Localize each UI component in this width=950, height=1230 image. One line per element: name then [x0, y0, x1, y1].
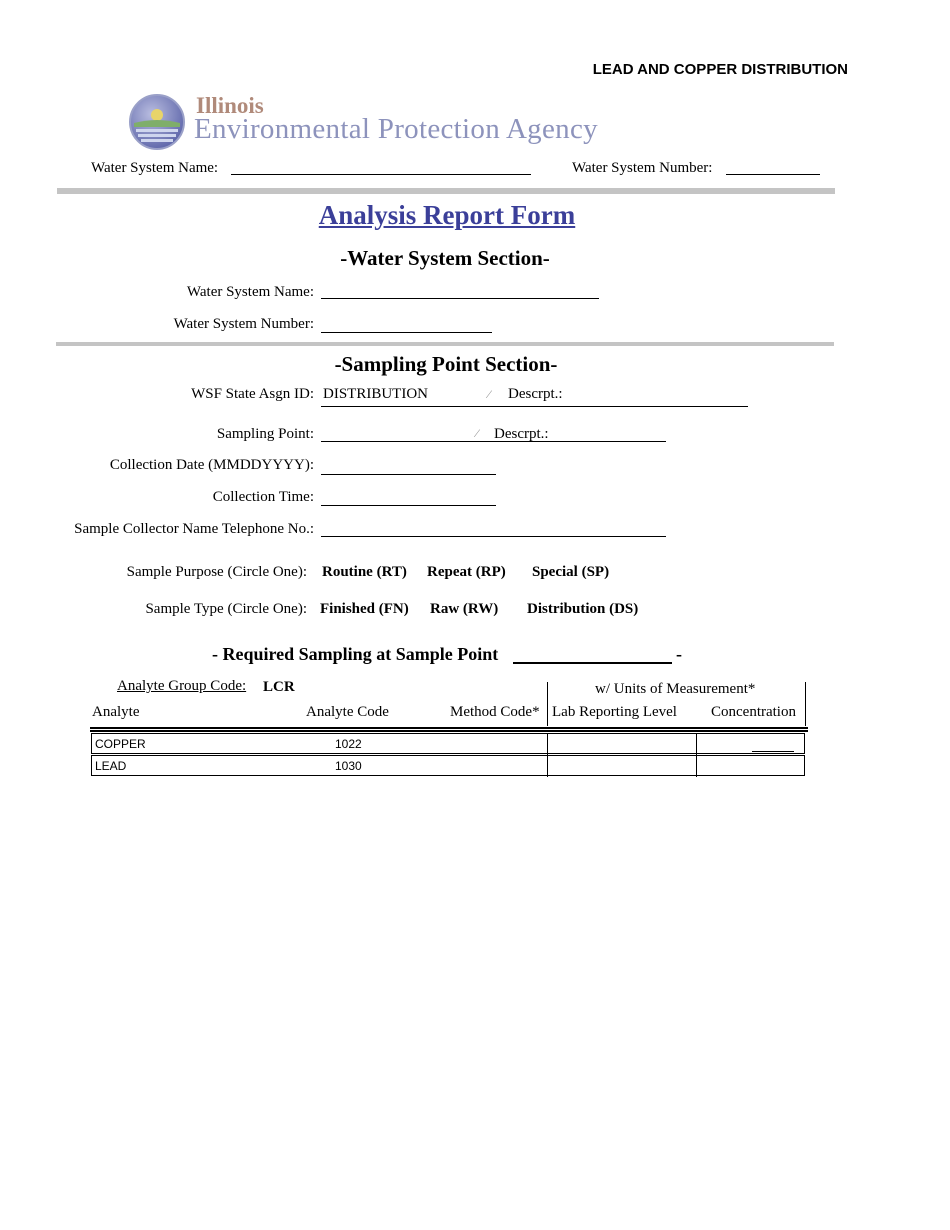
column-header-lab-reporting-level: Lab Reporting Level	[552, 704, 677, 720]
wsf-field-line[interactable]	[321, 406, 748, 407]
table-row	[91, 733, 805, 754]
required-sampling-heading: - Required Sampling at Sample Point	[212, 644, 499, 664]
water-system-name-field[interactable]	[321, 298, 599, 299]
water-system-section-heading: -Water System Section-	[340, 246, 550, 270]
sampling-point-section-heading: -Sampling Point Section-	[334, 352, 558, 376]
table-header-rule	[90, 727, 808, 732]
top-water-system-name-label: Water System Name:	[91, 160, 219, 176]
column-header-method-code: Method Code*	[450, 704, 540, 720]
sample-type-label: Sample Type (Circle One):	[145, 601, 307, 617]
page-title: Analysis Report Form	[318, 200, 576, 230]
header-divider-left	[547, 682, 548, 726]
units-note: w/ Units of Measurement*	[595, 681, 756, 697]
sampling-point-descrpt-label: Descrpt.:	[494, 426, 549, 442]
collector-field[interactable]	[321, 536, 666, 537]
agency-name: Environmental Protection Agency	[194, 113, 598, 145]
row-analyte-name: LEAD	[95, 759, 127, 773]
wsf-state-id-label: WSF State Asgn ID:	[191, 386, 314, 402]
sample-purpose-label: Sample Purpose (Circle One):	[126, 564, 307, 580]
slash-mark-2: ⁄	[476, 426, 479, 440]
collection-date-label: Collection Date (MMDDYYYY):	[109, 457, 314, 473]
wsf-descrpt-label: Descrpt.:	[508, 386, 563, 402]
concentration-entry-line	[752, 751, 794, 752]
required-sampling-point-field[interactable]	[513, 662, 672, 664]
agency-logo	[128, 93, 668, 151]
row-analyte-code: 1022	[335, 737, 362, 751]
purpose-option-special[interactable]: Special (SP)	[532, 564, 610, 580]
water-system-name-label: Water System Name:	[186, 284, 314, 300]
lab-reporting-level-cell[interactable]	[548, 756, 696, 775]
analyte-group-code-label: Analyte Group Code:	[117, 678, 247, 694]
table-row	[91, 755, 805, 776]
column-header-analyte: Analyte	[92, 704, 140, 720]
collection-time-field[interactable]	[321, 505, 496, 506]
purpose-option-routine[interactable]: Routine (RT)	[322, 564, 407, 580]
top-water-system-name-field[interactable]	[231, 174, 531, 175]
header-divider	[57, 188, 835, 194]
slash-mark: ⁄	[488, 387, 491, 401]
water-system-number-field[interactable]	[321, 332, 492, 333]
agency-seal-icon	[128, 93, 186, 151]
water-system-number-label: Water System Number:	[173, 316, 314, 332]
collector-label: Sample Collector Name Telephone No.:	[74, 521, 314, 537]
concentration-cell[interactable]	[697, 756, 805, 775]
top-water-system-number-field[interactable]	[726, 174, 820, 175]
collection-date-field[interactable]	[321, 474, 496, 475]
section-divider	[56, 342, 834, 346]
header-divider-right	[805, 682, 806, 726]
top-water-system-number-label: Water System Number:	[572, 160, 713, 176]
column-header-analyte-code: Analyte Code	[306, 704, 389, 720]
row-analyte-name: COPPER	[95, 737, 146, 751]
type-option-finished[interactable]: Finished (FN)	[320, 601, 409, 617]
purpose-option-repeat[interactable]: Repeat (RP)	[427, 564, 506, 580]
analyte-group-code-value: LCR	[263, 679, 295, 695]
wsf-state-id-value[interactable]: DISTRIBUTION	[323, 386, 428, 402]
agency-state-name: Illinois	[196, 93, 264, 118]
type-option-distribution[interactable]: Distribution (DS)	[527, 601, 639, 617]
row-analyte-code: 1030	[335, 759, 362, 773]
column-header-concentration: Concentration	[711, 704, 796, 720]
lab-reporting-level-cell[interactable]	[548, 734, 696, 753]
type-option-raw[interactable]: Raw (RW)	[430, 601, 499, 617]
sampling-point-label: Sampling Point:	[216, 426, 314, 442]
collection-time-label: Collection Time:	[212, 489, 314, 505]
required-sampling-heading-suffix: -	[676, 644, 682, 664]
form-type-title: LEAD AND COPPER DISTRIBUTION	[592, 61, 848, 78]
